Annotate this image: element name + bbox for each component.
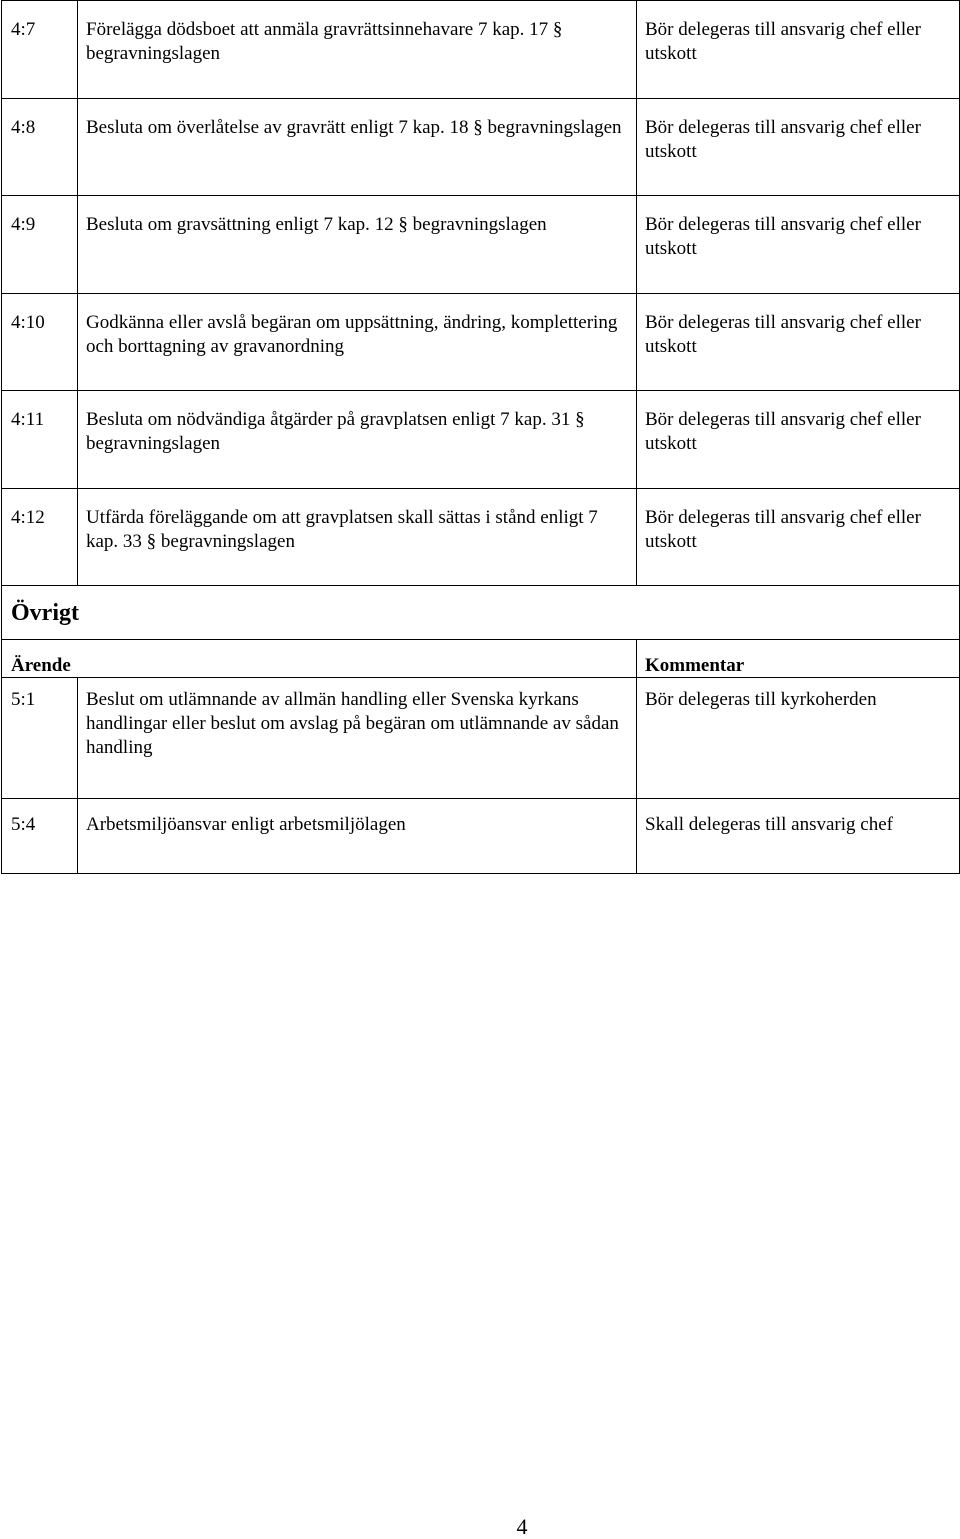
row-number: 4:11 <box>11 409 45 430</box>
table-row <box>2 391 960 489</box>
table-row <box>2 1 960 99</box>
delegation-table <box>1 0 960 874</box>
row-kommentar: Bör delegeras till ansvarig chef eller utskott <box>645 312 921 357</box>
row-kommentar: Bör delegeras till ansvarig chef eller utskott <box>645 409 921 454</box>
row-kommentar: Bör delegeras till ansvarig chef eller utskott <box>645 19 921 64</box>
row-kommentar: Bör delegeras till kyrkoherden <box>645 689 877 710</box>
row-kommentar: Bör delegeras till ansvarig chef eller utskott <box>645 117 921 162</box>
row-arende: Besluta om nödvändiga åtgärder på gravplatsen enligt 7 kap. 31 § begravningslagen <box>86 409 585 454</box>
row-arende: Besluta om överlåtelse av gravrätt enligt 7 kap. 18 § begravningslagen <box>86 117 622 138</box>
column-header-row <box>2 640 960 678</box>
row-kommentar: Skall delegeras till ansvarig chef <box>645 814 893 835</box>
row-arende: Besluta om gravsättning enligt 7 kap. 12 § begravningslagen <box>86 214 547 235</box>
row-arende: Arbetsmiljöansvar enligt arbetsmiljölagen <box>86 814 406 835</box>
header-arende: Ärende <box>11 655 71 676</box>
table-row <box>2 799 960 874</box>
row-arende: Godkänna eller avslå begäran om uppsättning, ändring, komplettering och borttagning av gravanordning <box>86 312 618 357</box>
row-number: 4:10 <box>11 312 45 333</box>
table-row <box>2 99 960 196</box>
row-number: 4:8 <box>11 117 36 138</box>
row-kommentar: Bör delegeras till ansvarig chef eller utskott <box>645 507 921 552</box>
header-kommentar: Kommentar <box>645 655 745 676</box>
table-row <box>2 489 960 586</box>
section-title: Övrigt <box>2 586 960 640</box>
row-number: 4:9 <box>11 214 36 235</box>
page-number: 4 <box>516 1514 528 1539</box>
section-heading-row <box>2 586 960 640</box>
table-row <box>2 678 960 799</box>
row-arende: Utfärda föreläggande om att gravplatsen skall sättas i stånd enligt 7 kap. 33 § begravningslagen <box>86 507 598 552</box>
row-arende: Förelägga dödsboet att anmäla gravrättsinnehavare 7 kap. 17 § begravningslagen <box>86 19 563 64</box>
row-kommentar: Bör delegeras till ansvarig chef eller utskott <box>645 214 921 259</box>
row-arende: Beslut om utlämnande av allmän handling eller Svenska kyrkans handlingar eller beslut om avslag på begäran om utlämnande av sådan handling <box>86 689 619 758</box>
row-number: 4:12 <box>11 507 45 528</box>
row-number: 4:7 <box>11 19 36 40</box>
table-row <box>2 294 960 391</box>
row-number: 5:1 <box>11 689 36 710</box>
table-row <box>2 196 960 294</box>
row-number: 5:4 <box>11 814 36 835</box>
